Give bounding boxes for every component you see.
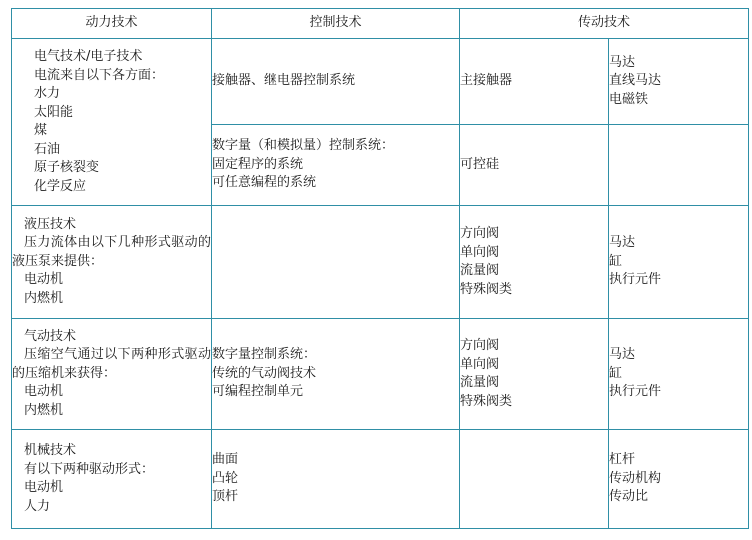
header-control: 控制技术: [212, 9, 460, 39]
header-row: [12, 9, 749, 39]
pneumatic-actuator-cell: [609, 319, 749, 430]
mechanical-actuator: 传动比: [609, 489, 649, 505]
electric-control-line: 可任意编程的系统: [212, 175, 317, 191]
pneumatic-control-line: 传统的气动阀技术: [212, 365, 317, 381]
hydraulic-actuator: 马达: [609, 235, 636, 251]
technology-table: [11, 8, 749, 529]
pneumatic-valve: 特殊阀类: [460, 393, 513, 409]
electric-transmission-line: 主接触器: [460, 73, 513, 89]
mechanical-power-title: 机械技术: [24, 443, 77, 458]
hydraulic-power-source: 电动机: [24, 272, 64, 288]
electric-actuator-empty-cell: [609, 125, 749, 206]
hydraulic-power-cell: [12, 206, 212, 319]
electric-control-line: 接触器、继电器控制系统: [212, 73, 356, 89]
electric-actuator-line: 马达: [609, 54, 636, 70]
pneumatic-valve: 流量阀: [460, 375, 500, 390]
hydraulic-power-title: 液压技术: [24, 216, 77, 232]
electric-control-cell-2: [212, 125, 460, 206]
pneumatic-power-title: 气动技术: [24, 328, 77, 344]
electric-actuator-line: 直线马达: [609, 73, 662, 89]
hydraulic-valve: 特殊阀类: [460, 281, 513, 297]
hydraulic-actuator: 缸: [609, 253, 623, 269]
hydraulic-actuator-cell: [609, 206, 749, 319]
hydraulic-power-desc: 压力流体由以下几种形式驱动的液压泵来提供：: [12, 235, 211, 269]
pneumatic-transmission-cell: [460, 319, 609, 430]
pneumatic-power-cell: [12, 319, 212, 430]
electric-power-line: 电流来自以下各方面：: [34, 67, 165, 83]
row-electric-1: [12, 39, 749, 125]
pneumatic-control-cell: [212, 319, 460, 430]
electric-control-line: 固定程序的系统: [212, 156, 304, 172]
pneumatic-control-line: 可编程控制单元: [212, 384, 304, 400]
hydraulic-valve: 流量阀: [460, 263, 500, 278]
electric-power-line: 石油: [34, 141, 61, 157]
pneumatic-power-source: 电动机: [24, 384, 64, 400]
electric-power-line: 电气技术/电子技术: [34, 49, 143, 64]
electric-control-line: 数字量（和模拟量）控制系统：: [212, 138, 395, 154]
pneumatic-valve: 单向阀: [460, 356, 500, 372]
electric-power-line: 原子核裂变: [34, 160, 100, 175]
pneumatic-control-line: 数字量控制系统：: [212, 347, 317, 363]
pneumatic-power-desc: 压缩空气通过以下两种形式驱动的压缩机来获得：: [12, 347, 211, 381]
pneumatic-actuator: 执行元件: [609, 384, 662, 400]
mechanical-actuator: 杠杆: [609, 452, 636, 468]
pneumatic-valve: 方向阀: [460, 338, 500, 353]
mechanical-power-source: 人力: [24, 498, 51, 514]
electric-power-line: 煤: [34, 123, 48, 138]
mechanical-power-source: 电动机: [24, 480, 64, 495]
row-pneumatic: [12, 319, 749, 430]
electric-power-line: 水力: [34, 86, 61, 101]
mechanical-power-cell: [12, 430, 212, 529]
electric-actuator-line: 电磁铁: [609, 91, 649, 107]
mechanical-control-line: 凸轮: [212, 470, 239, 486]
electric-actuator-cell: [609, 39, 749, 125]
pneumatic-power-source: 内燃机: [24, 402, 64, 418]
mechanical-power-desc: 有以下两种驱动形式：: [24, 461, 155, 477]
electric-power-cell: [12, 39, 212, 206]
mechanical-actuator-cell: [609, 430, 749, 529]
hydraulic-valve: 方向阀: [460, 226, 500, 241]
electric-power-line: 化学反应: [34, 178, 87, 194]
row-mechanical: [12, 430, 749, 529]
hydraulic-actuator: 执行元件: [609, 272, 662, 288]
electric-power-line: 太阳能: [34, 104, 74, 120]
row-hydraulic: [12, 206, 749, 319]
header-transmission: 传动技术: [460, 9, 749, 39]
mechanical-control-line: 顶杆: [212, 489, 239, 505]
electric-transmission-cell-1: [460, 39, 609, 125]
header-power: 动力技术: [12, 9, 212, 39]
electric-transmission-line: 可控硅: [460, 156, 500, 172]
electric-control-cell-1: [212, 39, 460, 125]
mechanical-transmission-cell: [460, 430, 609, 529]
hydraulic-power-source: 内燃机: [24, 290, 64, 306]
hydraulic-control-cell: [212, 206, 460, 319]
electric-transmission-cell-2: [460, 125, 609, 206]
pneumatic-actuator: 马达: [609, 347, 636, 363]
mechanical-actuator: 传动机构: [609, 470, 662, 486]
hydraulic-valve: 单向阀: [460, 244, 500, 260]
pneumatic-actuator: 缸: [609, 365, 623, 381]
hydraulic-transmission-cell: [460, 206, 609, 319]
mechanical-control-cell: [212, 430, 460, 529]
mechanical-control-line: 曲面: [212, 452, 239, 468]
